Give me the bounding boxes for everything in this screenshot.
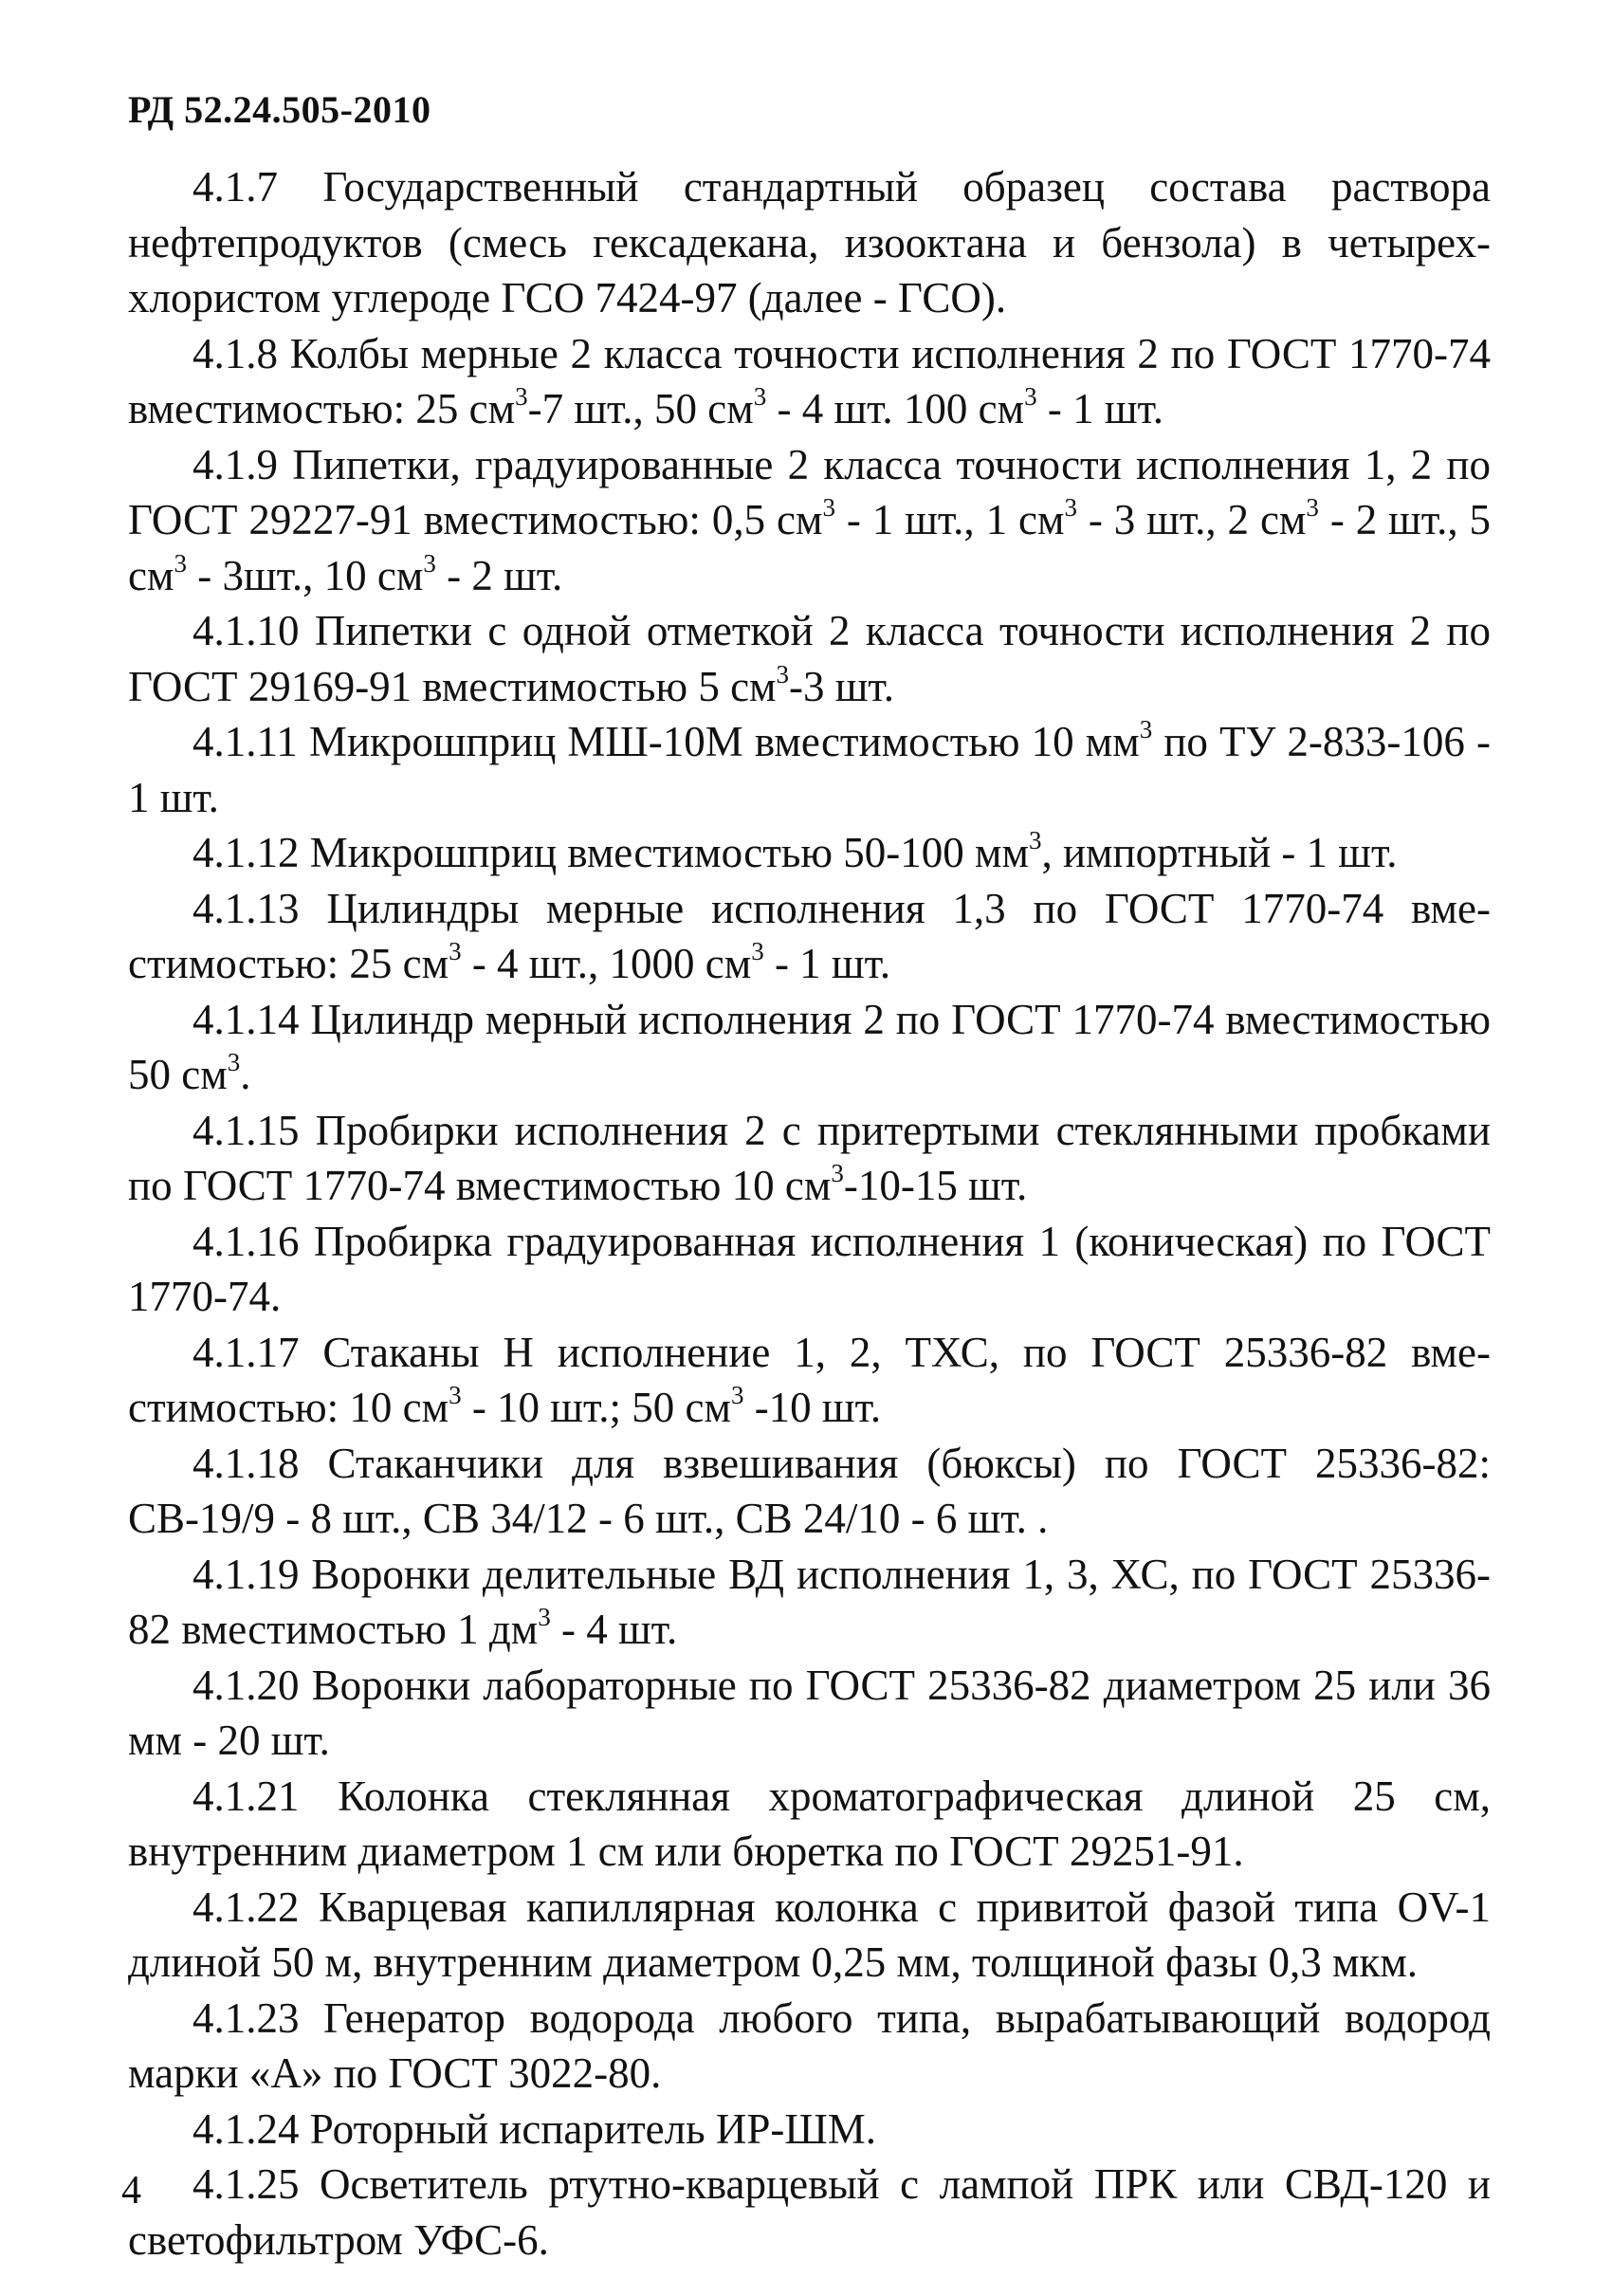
paragraph-text: 4.1.17 Стаканы Н исполнение 1, 2, ТХС, по ГОСТ 25336-82 вместимостью: 10 см [128,1328,1491,1431]
paragraph-text: 4.1.21 Колонка стеклянная хроматографическая длиной 25 см, внутренним диаметром 1 см или бюретка по ГОСТ 29251-91. [128,1772,1491,1875]
list-item [128,992,1491,1103]
paragraph-text: 4.1.13 Цилиндры мерные исполнения 1,3 по ГОСТ 1770-74 вместимостью: 25 см [128,884,1491,987]
paragraph-text: - 4 шт. 100 см [766,385,1025,432]
list-item [128,326,1491,437]
paragraph-text: - 3 шт., 2 см [1076,496,1307,543]
paragraph-text: . [240,1051,251,1098]
paragraph-text: -10-15 шт. [843,1162,1028,1209]
superscript: 3 [751,937,764,966]
paragraph-text: - 2 шт. [435,551,563,599]
paragraph-text: - 1 шт. [763,940,891,987]
paragraph-text: 4.1.16 Пробирка градуированная исполнения 1 (коническая) по ГОСТ 1770-74. [128,1217,1491,1320]
list-item [128,825,1491,881]
document-code-header: РД 52.24.505-2010 [128,88,431,131]
paragraph-text: 4.1.14 Цилиндр мерный исполнения 2 по ГОСТ 1770-74 вместимостью 50 см [128,995,1491,1098]
paragraph-text: 4.1.18 Стаканчики для взвешивания (бюксы) по ГОСТ 25336-82: СВ-19/9 - 8 шт., СВ 34/12 - 6 шт., СВ 24/10 - 6 шт. . [128,1439,1491,1542]
superscript: 3 [1306,493,1319,523]
paragraph-text: 4.1.10 Пипетки с одной отметкой 2 класса точности исполнения 2 по ГОСТ 29169-91 вместимостью 5 см [128,607,1491,710]
list-item [128,714,1491,825]
superscript: 3 [423,548,436,578]
superscript: 3 [1139,715,1153,744]
paragraph-text: 4.1.24 Роторный испаритель ИР-ШМ. [192,2104,877,2153]
paragraph-text: - 10 шт.; 50 см [461,1384,731,1431]
list-item [128,1325,1491,1436]
paragraph-text: 4.1.22 Кварцевая капиллярная колонка с привитой фазой типа OV-1 длиной 50 м, внутренним диаметром 0,25 мм, толщиной фазы 0,3 мкм. [128,1883,1491,1986]
list-item [128,159,1491,326]
paragraph-text: - 1 шт., 1 см [834,496,1065,543]
paragraph-text: по ТУ 2-833-106 - 1 шт. [128,718,1491,821]
superscript: 3 [227,1048,241,1077]
paragraph-text: -7 шт., 50 см [527,385,754,432]
paragraph-text: - 4 шт., 1000 см [461,940,752,987]
paragraph-text: 4.1.19 Воронки делительные ВД исполнения 1, 3, ХС, по ГОСТ 25336-82 вместимостью 1 дм [128,1550,1491,1653]
superscript: 3 [538,1603,551,1632]
paragraph-text: - 1 шт. [1036,385,1164,432]
list-item [128,1769,1491,1880]
superscript: 3 [515,382,528,412]
list-item [128,1214,1491,1325]
list-item [128,1103,1491,1214]
superscript: 3 [1028,826,1042,855]
paragraph-text: 4.1.20 Воронки лабораторные по ГОСТ 25336-82 диаметром 25 или 36 мм - 20 шт. [128,1661,1491,1764]
paragraph-text: 4.1.8 Колбы мерные 2 класса точности исполнения 2 по ГОСТ 1770-74 вместимостью: 25 см [128,329,1491,432]
list-item [128,1658,1491,1769]
list-item [128,1436,1491,1547]
paragraph-text: 4.1.25 Осветитель ртутно-кварцевый с лампой ПРК или СВД-120 и светофильтром УФС-6. [128,2160,1491,2264]
paragraph-text: 4.1.15 Пробирки исполнения 2 с притертыми стеклянными пробками по ГОСТ 1770-74 вместимостью 10 см [128,1106,1491,1209]
superscript: 3 [831,1159,844,1188]
list-item [128,1991,1491,2102]
paragraph-text: 4.1.11 Микрошприц МШ-10М вместимостью 10 мм [192,718,1140,765]
paragraph-text: 4.1.7 Государственный стандартный образец состава раствора нефтепродуктов (смесь гексадекана, изооктана и бензола) в четыреххлористом углероде ГСО 7424-97 (далее - ГСО). [128,163,1491,321]
page-number: 4 [121,2169,141,2213]
list-item [128,2102,1491,2158]
document-body [128,159,1491,2268]
superscript: 3 [1064,493,1077,523]
paragraph-text: -3 шт. [789,662,894,710]
superscript: 3 [822,493,835,523]
superscript: 3 [174,548,187,578]
superscript: 3 [449,937,462,966]
list-item [128,1880,1491,1991]
paragraph-text: - 2 шт., 5 см [128,496,1492,599]
paragraph-text: -10 шт. [743,1384,882,1431]
paragraph-text: 4.1.23 Генератор водорода любого типа, вырабатывающий водород марки «А» по ГОСТ 3022-80. [128,1993,1491,2097]
paragraph-text: - 3шт., 10 см [186,551,424,599]
paragraph-text: , импортный - 1 шт. [1041,829,1398,876]
paragraph-text: 4.1.9 Пипетки, градуированные 2 класса точности исполнения 1, 2 по ГОСТ 29227-91 вместимостью: 0,5 см [128,440,1491,543]
list-item [128,2157,1491,2268]
list-item [128,1547,1491,1658]
list-item [128,437,1491,604]
list-item [128,603,1491,714]
superscript: 3 [753,382,767,412]
superscript: 3 [1024,382,1037,412]
superscript: 3 [730,1381,744,1410]
paragraph-text: 4.1.12 Микрошприц вместимостью 50-100 мм [192,829,1029,876]
superscript: 3 [776,659,790,689]
superscript: 3 [449,1381,462,1410]
paragraph-text: - 4 шт. [550,1606,678,1653]
list-item [128,881,1491,992]
